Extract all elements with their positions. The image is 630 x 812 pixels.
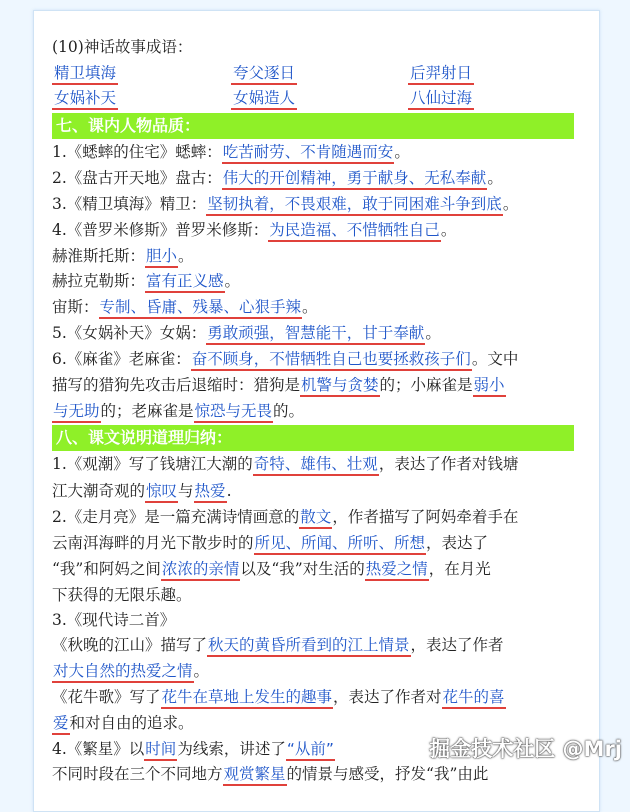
text-line: 下获得的无限乐趣。 (52, 586, 192, 604)
idiom: 女娲补天 (52, 88, 118, 110)
answer: 奋不顾身，不惜牺牲自己也要拯救孩子们 (191, 350, 472, 371)
answer: 惊恐与无畏 (194, 402, 274, 423)
idiom: 后羿射日 (408, 63, 474, 85)
answer: “从前” (286, 740, 335, 761)
text-line: 6.《麻雀》老麻雀：奋不顾身，不惜牺牲自己也要拯救孩子们。文中 (52, 348, 518, 370)
idiom: 八仙过海 (408, 88, 474, 110)
text-line: 1.《观潮》写了钱塘江大潮的奇特、雄伟、壮观，表达了作者对钱塘 (52, 453, 518, 475)
text-line: 赫拉克勒斯：富有正义感。 (52, 270, 240, 292)
text-line: 对大自然的热爱之情。 (52, 660, 209, 682)
answer: 爱 (52, 714, 70, 735)
idiom: 精卫填海 (52, 63, 118, 85)
text-line: 3.《精卫填海》精卫：坚韧执着，不畏艰难，敢于同困难斗争到底。 (52, 193, 518, 215)
idiom: 女娲造人 (231, 88, 297, 110)
answer: 浓浓的亲情 (161, 560, 241, 581)
answer: 坚韧执着，不畏艰难，敢于同困难斗争到底 (206, 195, 503, 216)
text-line: 4.《繁星》以时间为线索，讲述了“从前” (52, 738, 335, 760)
idiom: 夸父逐日 (231, 63, 297, 85)
text-line: 1.《蟋蟀的住宅》蟋蟀：吃苦耐劳、不肯随遇而安。 (52, 141, 410, 163)
answer: 富有正义感 (145, 272, 225, 293)
answer: 时间 (144, 740, 177, 761)
answer: 勇敢顽强，智慧能干，甘于奉献 (206, 324, 425, 345)
answer: 弱小 (473, 376, 506, 397)
text-line: 江大潮奇观的惊叹与热爱. (52, 480, 232, 502)
answer: 所见、所闻、所听、所想 (254, 534, 427, 555)
text-line: 《花牛歌》写了花牛在草地上发生的趣事，表达了作者对花牛的喜 (52, 686, 506, 708)
answer: 热爱之情 (365, 560, 429, 581)
text-line: 不同时段在三个不同地方观赏繁星的情景与感受，抒发“我”由此 (52, 763, 488, 785)
watermark: 掘金技术社区 @Mrj (429, 737, 622, 761)
answer: 秋天的黄昏所看到的江上情景 (207, 636, 411, 657)
text-line: 3.《现代诗二首》 (52, 611, 176, 629)
answer: 奇特、雄伟、壮观 (253, 455, 379, 476)
text-line: 4.《普罗米修斯》普罗米修斯：为民造福、不惜牺牲自己。 (52, 219, 456, 241)
answer: 花牛的喜 (442, 688, 506, 709)
answer: 花牛在草地上发生的趣事 (161, 688, 334, 709)
answer: 对大自然的热爱之情 (52, 662, 194, 683)
text-line: 描写的猎狗先攻击后退缩时：猎狗是机警与贪婪的；小麻雀是弱小 (52, 374, 506, 396)
answer: 与无助 (52, 402, 101, 423)
text-line: 5.《女娲补天》女娲：勇敢顽强，智慧能干，甘于奉献。 (52, 322, 441, 344)
answer: 胆小 (145, 247, 178, 268)
myth-idioms-title: (10)神话故事成语： (52, 38, 193, 56)
text-line: 宙斯：专制、昏庸、残暴、心狠手辣。 (52, 296, 318, 318)
answer: 专制、昏庸、残暴、心狠手辣 (99, 298, 303, 319)
text-line: 与无助的；老麻雀是惊恐与无畏的。 (52, 400, 304, 422)
answer: 伟大的开创精神，勇于献身、无私奉献 (222, 169, 488, 190)
text-line: “我”和阿妈之间浓浓的亲情以及“我”对生活的热爱之情，在月光 (52, 558, 491, 580)
section-header-7: 七、课内人物品质： (52, 113, 574, 139)
answer: 散文 (299, 508, 332, 529)
answer: 惊叹 (145, 482, 178, 503)
text-line: 2.《盘古开天地》盘古：伟大的开创精神，勇于献身、无私奉献。 (52, 167, 503, 189)
answer: 机警与贪婪 (300, 376, 380, 397)
text-line: 爱和对自由的追求。 (52, 712, 194, 734)
answer: 吃苦耐劳、不肯随遇而安 (222, 143, 395, 164)
text-line: 2.《走月亮》是一篇充满诗情画意的散文，作者描写了阿妈牵着手在 (52, 506, 518, 528)
text-line: 云南洱海畔的月光下散步时的所见、所闻、所听、所想，表达了 (52, 532, 488, 554)
answer: 观赏繁星 (223, 765, 287, 786)
answer: 热爱 (194, 482, 227, 503)
section-header-8: 八、课文说明道理归纳： (52, 425, 574, 451)
answer: 为民造福、不惜牺牲自己 (268, 221, 441, 242)
text-line: 《秋晚的江山》描写了秋天的黄昏所看到的江上情景，表达了作者 (52, 634, 504, 656)
text-line: 赫淮斯托斯：胆小。 (52, 245, 194, 267)
